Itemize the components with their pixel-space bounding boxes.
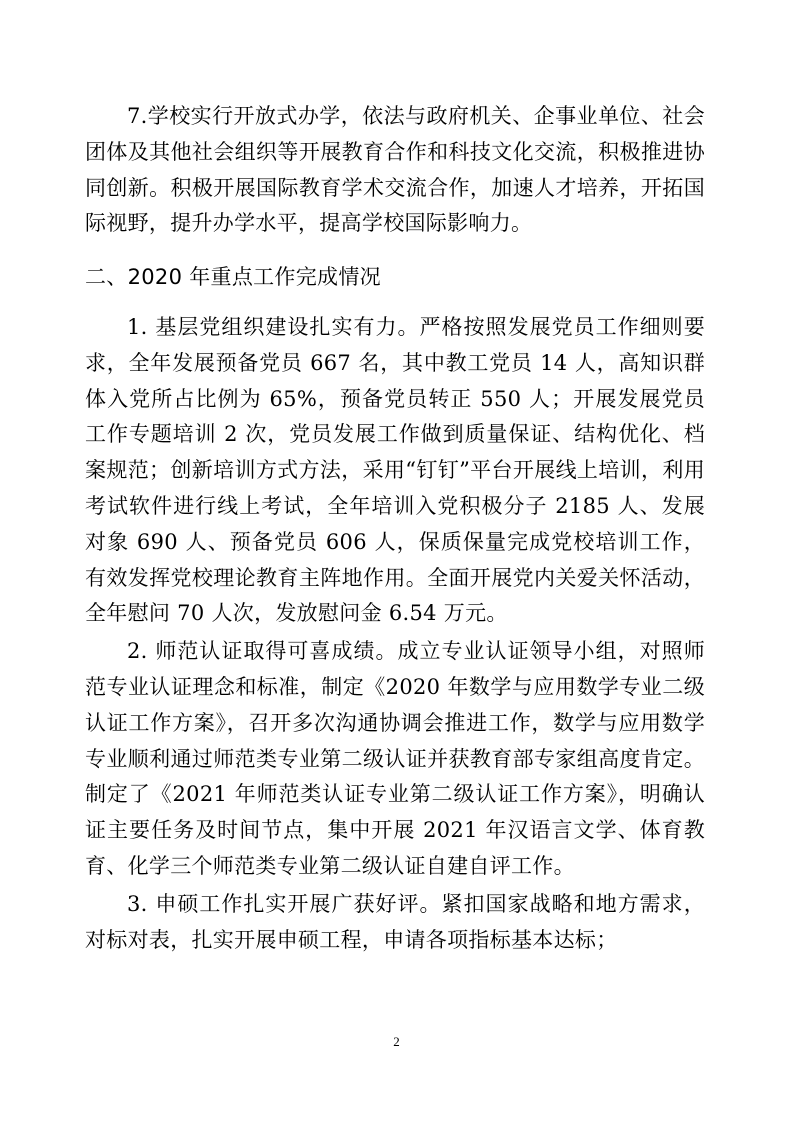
document-body: [85, 99, 705, 958]
paragraph-open-education: 7.学校实行开放式办学，依法与政府机关、企事业单位、社会团体及其他社会组织等开展教育合作和科技文化交流，积极推进协同创新。积极开展国际教育学术交流合作，加速人才培养，开拓国际视野，提升办学水平，提高学校国际影响力。: [85, 104, 705, 236]
paragraph-party-building: 1. 基层党组织建设扎实有力。严格按照发展党员工作细则要求，全年发展预备党员 667 名，其中教工党员 14 人，高知识群体入党所占比例为 65%，预备党员转正 550 人；开展发展党员工作专题培训 2 次，党员发展工作做到质量保证、结构优化、档案规范；创新培训方式方法，采用“钉钉”平台开展线上培训，利用考试软件进行线上考试，全年培训入党积极分子 2185 人、发展对象 690 人、预备党员 606 人，保质保量完成党校培训工作，有效发挥党校理论教育主阵地作用。全面开展党内关爱关怀活动，全年慰问 70 人次，发放慰问金 6.54 万元。: [85, 314, 705, 626]
paragraph-master-degree-application: 3. 申硕工作扎实开展广获好评。紧扣国家战略和地方需求，对标对表，扎实开展申硕工程，申请各项指标基本达标；: [85, 891, 705, 952]
section-heading: 二、2020 年重点工作完成情况: [85, 265, 381, 290]
page-number: 2: [393, 1034, 400, 1049]
paragraph-teacher-certification: 2. 师范认证取得可喜成绩。成立专业认证领导小组，对照师范专业认证理念和标准，制定《2020 年数学与应用数学专业二级认证工作方案》，召开多次沟通协调会推进工作，数学与应用数学专业顺利通过师范类专业第二级认证并获教育部专家组高度肯定。制定了《2021 年师范类认证专业第二级认证工作方案》，明确认证主要任务及时间节点，集中开展 2021 年汉语言文学、体育教育、化学三个师范类专业第二级认证自建自评工作。: [85, 639, 705, 878]
